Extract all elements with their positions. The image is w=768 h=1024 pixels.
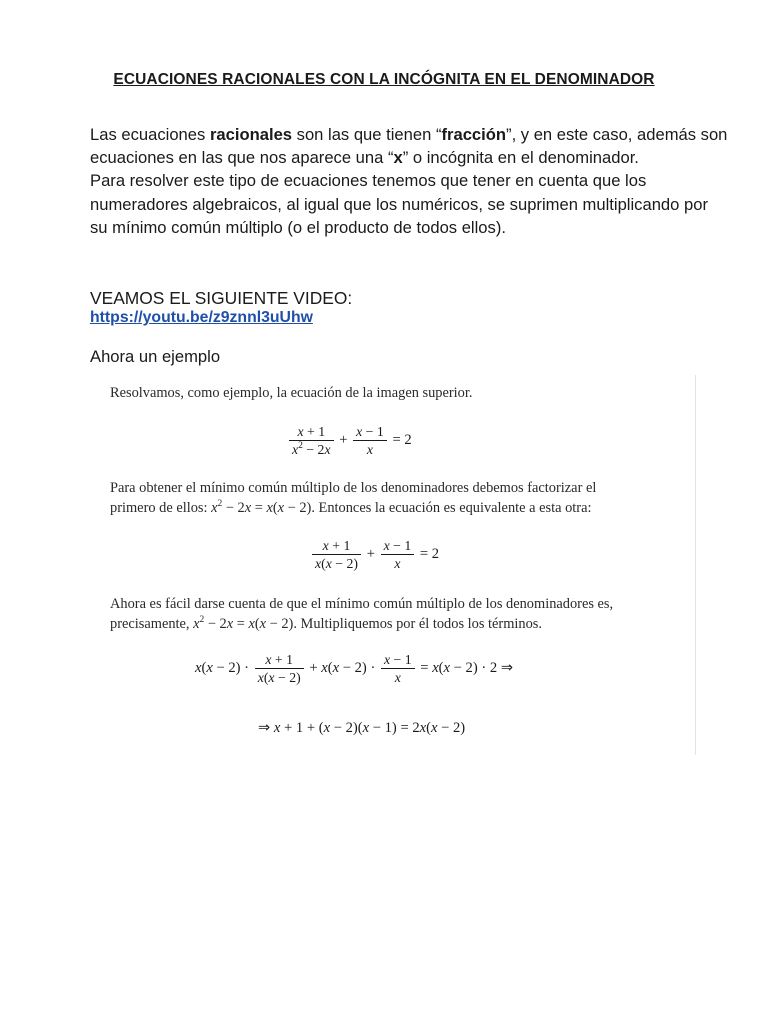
- example-paragraph-2: Para obtener el mínimo común múltiplo de los denominadores debemos factorizar el primero de ellos: $x^2 - 2x = x(x - 2)$. Entonces la ecuación es equivalente a esta otra:: [110, 480, 597, 516]
- intro-text: [90, 123, 730, 239]
- example-intro-line: Resolvamos, como ejemplo, la ecuación de la imagen superior.: [110, 385, 473, 401]
- equation-4: ⇒ x + 1 + (x − 2)(x − 1) = 2x(x − 2): [258, 720, 466, 736]
- intro-paragraph-2: Para resolver este tipo de ecuaciones tenemos que tener en cuenta que los numeradores algebraicos, al igual que los numéricos, se suprimen multiplicando por su mínimo común múltiplo (o el producto de todos ellos).: [90, 171, 708, 237]
- equation-1: $\frac{x + 1}{x^2 - 2x}$ + $\frac{x - 1}{x}$ = 2: [287, 423, 412, 458]
- equation-3: x(x − 2) · $\frac{x + 1}{x(x - 2)}$ + x(x − 2) · $\frac{x - 1}{x}$ = x(x − 2) · 2 ⇒: [195, 652, 514, 685]
- intro-paragraph-1: Las ecuaciones racionales son las que tienen “fracción”, y en este caso, además son ecuaciones en las que nos aparece una “x” o incógnita en el denominador.: [90, 125, 728, 168]
- video-heading: VEAMOS EL SIGUIENTE VIDEO:: [90, 288, 353, 308]
- example-paragraph-3: Ahora es fácil darse cuenta de que el mínimo común múltiplo de los denominadores es, precisamente, $x^2 - 2x = x(x - 2)$. Multipliquemos por él todos los términos.: [110, 596, 614, 632]
- example-heading: Ahora un ejemplo: [90, 347, 221, 366]
- video-link[interactable]: https://youtu.be/z9znnl3uUhw: [90, 309, 313, 326]
- page-title: ECUACIONES RACIONALES CON LA INCÓGNITA EN EL DENOMINADOR: [113, 71, 655, 88]
- equation-2: $\frac{x + 1}{x(x - 2)}$ + $\frac{x - 1}{x}$ = 2: [310, 537, 439, 572]
- example-image: [104, 375, 696, 755]
